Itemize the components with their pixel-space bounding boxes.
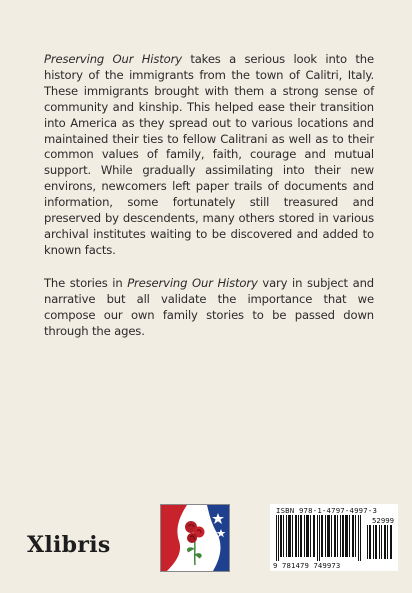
blurb-paragraph-2 [44,276,374,340]
blurb-paragraph-1-text: takes a serious look into the history of the immigrants from the town of Calitri, Italy. These immigrants brought with them a strong sense of community and kinship. This helped ease their transition into America as they spread out to various locations and maintained their ties to fellow Calitrani as well as to their common values of family, faith, courage and mutual support. While gradually assimilating into their new environs, newcomers left paper trails of documents and information, some fortunately still treasured and preserved by descendents, many others stored in various archival institutes waiting to be discovered and added to known facts. [44,52,374,257]
publisher-logo: Xlibris [27,532,111,558]
blurb-paragraph-2-text: vary in subject and narrative but all validate the importance that we compose our own family stories to be passed down through the ages. [44,275,374,338]
blurb-text [44,52,374,356]
book-title-italic: Preserving Our History [44,52,182,66]
book-title-italic: Preserving Our History [127,275,258,290]
isbn-label: ISBN 978-1-4797-4997-3 [276,506,378,515]
barcode-digits: 9 781479 749973 [273,561,341,570]
flag-roses-emblem-icon [160,504,230,572]
price-code: 52999 [372,516,394,525]
barcode-bars-icon [276,515,364,561]
blurb-paragraph-2-lead: The stories in [44,275,128,290]
isbn-barcode [270,504,398,571]
barcode-addon-bars-icon [367,525,393,559]
blurb-paragraph-1 [44,52,374,259]
